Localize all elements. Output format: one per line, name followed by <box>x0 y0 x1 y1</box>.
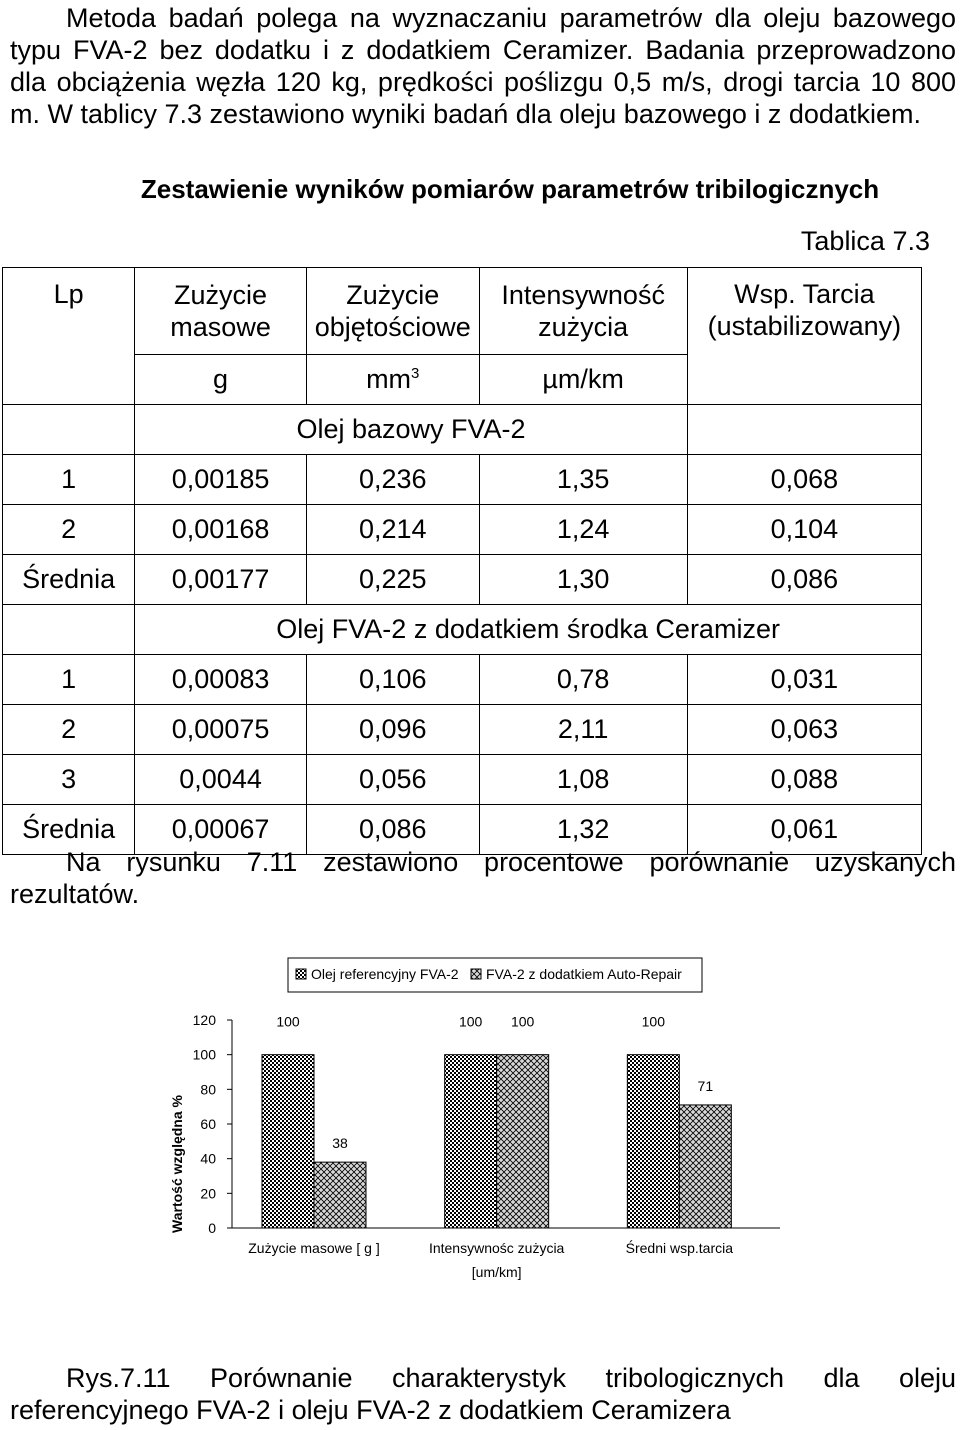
legend-swatch-additive <box>471 969 481 979</box>
bar-reference <box>445 1055 497 1228</box>
header-friction: Wsp. Tarcia (ustabilizowany) <box>687 268 921 405</box>
bar-reference <box>627 1055 679 1228</box>
legend-label-additive: FVA-2 z dodatkiem Auto-Repair <box>486 966 682 982</box>
bar-value-label: 100 <box>641 1013 666 1030</box>
table-header-row <box>3 268 922 355</box>
bar-value-label: 100 <box>458 1013 483 1030</box>
bar-reference <box>262 1055 314 1228</box>
x-tick-label: Zużycie masowe [ g ] <box>248 1240 380 1256</box>
results-table <box>2 267 922 855</box>
y-tick-label: 40 <box>200 1150 216 1167</box>
caption-text: Rys.7.11 Porównanie charakterystyk tribologicznych dla oleju referencyjnego FVA-2 i oleju FVA-2 z dodatkiem Ceramizera <box>10 1363 956 1425</box>
table-row: 2 0,00075 0,096 2,11 0,063 <box>3 705 922 755</box>
header-mass: Zużycie masowe <box>135 268 307 355</box>
y-tick-label: 100 <box>192 1046 216 1063</box>
unit-mass: g <box>135 355 307 405</box>
table-row: 3 0,0044 0,056 1,08 0,088 <box>3 755 922 805</box>
legend-swatch-reference <box>296 969 306 979</box>
table-row-average: Średnia 0,00067 0,086 1,32 0,061 <box>3 805 922 855</box>
section-row <box>3 405 922 455</box>
x-tick-label: [um/km] <box>471 1264 522 1280</box>
unit-volume: $mm^3$ <box>306 355 479 405</box>
table-number: Tablica 7.3 <box>800 226 930 256</box>
comparison-bar-chart <box>0 950 960 1350</box>
unit-intensity: µm/km <box>479 355 687 405</box>
legend-label-reference: Olej referencyjny FVA-2 <box>311 966 459 982</box>
table-row: 2 0,00168 0,214 1,24 0,104 <box>3 505 922 555</box>
chart-lead-text: Na rysunku 7.11 zestawiono procentowe porównanie uzyskanych rezultatów. <box>10 847 956 909</box>
bar-additive <box>314 1162 366 1228</box>
section-row <box>3 605 922 655</box>
section-base-oil: Olej bazowy FVA-2 <box>135 405 687 455</box>
bar-value-label: 38 <box>332 1135 348 1152</box>
table-title: Zestawienie wyników pomiarów parametrów tribilogicznych <box>140 174 880 204</box>
bar-value-label: 100 <box>276 1013 300 1030</box>
table-row: 1 0,00083 0,106 0,78 0,031 <box>3 655 922 705</box>
bar-additive <box>679 1105 731 1228</box>
header-volume: Zużycie objętościowe <box>306 268 479 355</box>
intro-paragraph <box>10 2 956 130</box>
bar-value-label: 100 <box>510 1013 535 1030</box>
x-tick-label: Intensywnośc zużycia <box>428 1240 565 1256</box>
table-row: 1 0,00185 0,236 1,35 0,068 <box>3 455 922 505</box>
y-axis-label: Wartość względna % <box>169 1095 185 1233</box>
chart-lead-paragraph <box>10 846 956 910</box>
y-tick-label: 60 <box>200 1116 216 1132</box>
y-tick-label: 80 <box>200 1081 216 1098</box>
y-tick-label: 0 <box>208 1220 216 1236</box>
figure-caption <box>10 1362 956 1426</box>
y-tick-label: 120 <box>192 1012 216 1028</box>
bar-value-label: 71 <box>697 1077 714 1094</box>
section-ceramizer-oil: Olej FVA-2 z dodatkiem środka Ceramizer <box>135 605 922 655</box>
bar-additive <box>497 1055 549 1228</box>
header-lp: Lp <box>3 268 135 405</box>
y-tick-label: 20 <box>200 1185 216 1202</box>
intro-text: Metoda badań polega na wyznaczaniu parametrów dla oleju bazowego typu FVA-2 bez dodatku i z dodatkiem Ceramizer. Badania przeprowadzono dla obciążenia węzła 120 kg, prędkości poślizgu 0,5 m/s, drogi tarcia 10 800 m. W tablicy 7.3 zestawiono wyniki badań dla oleju bazowego i z dodatkiem. <box>10 3 956 129</box>
table-row-average: Średnia 0,00177 0,225 1,30 0,086 <box>3 555 922 605</box>
x-tick-label: Średni wsp.tarcia <box>625 1240 734 1256</box>
header-intensity: Intensywność zużycia <box>479 268 687 355</box>
